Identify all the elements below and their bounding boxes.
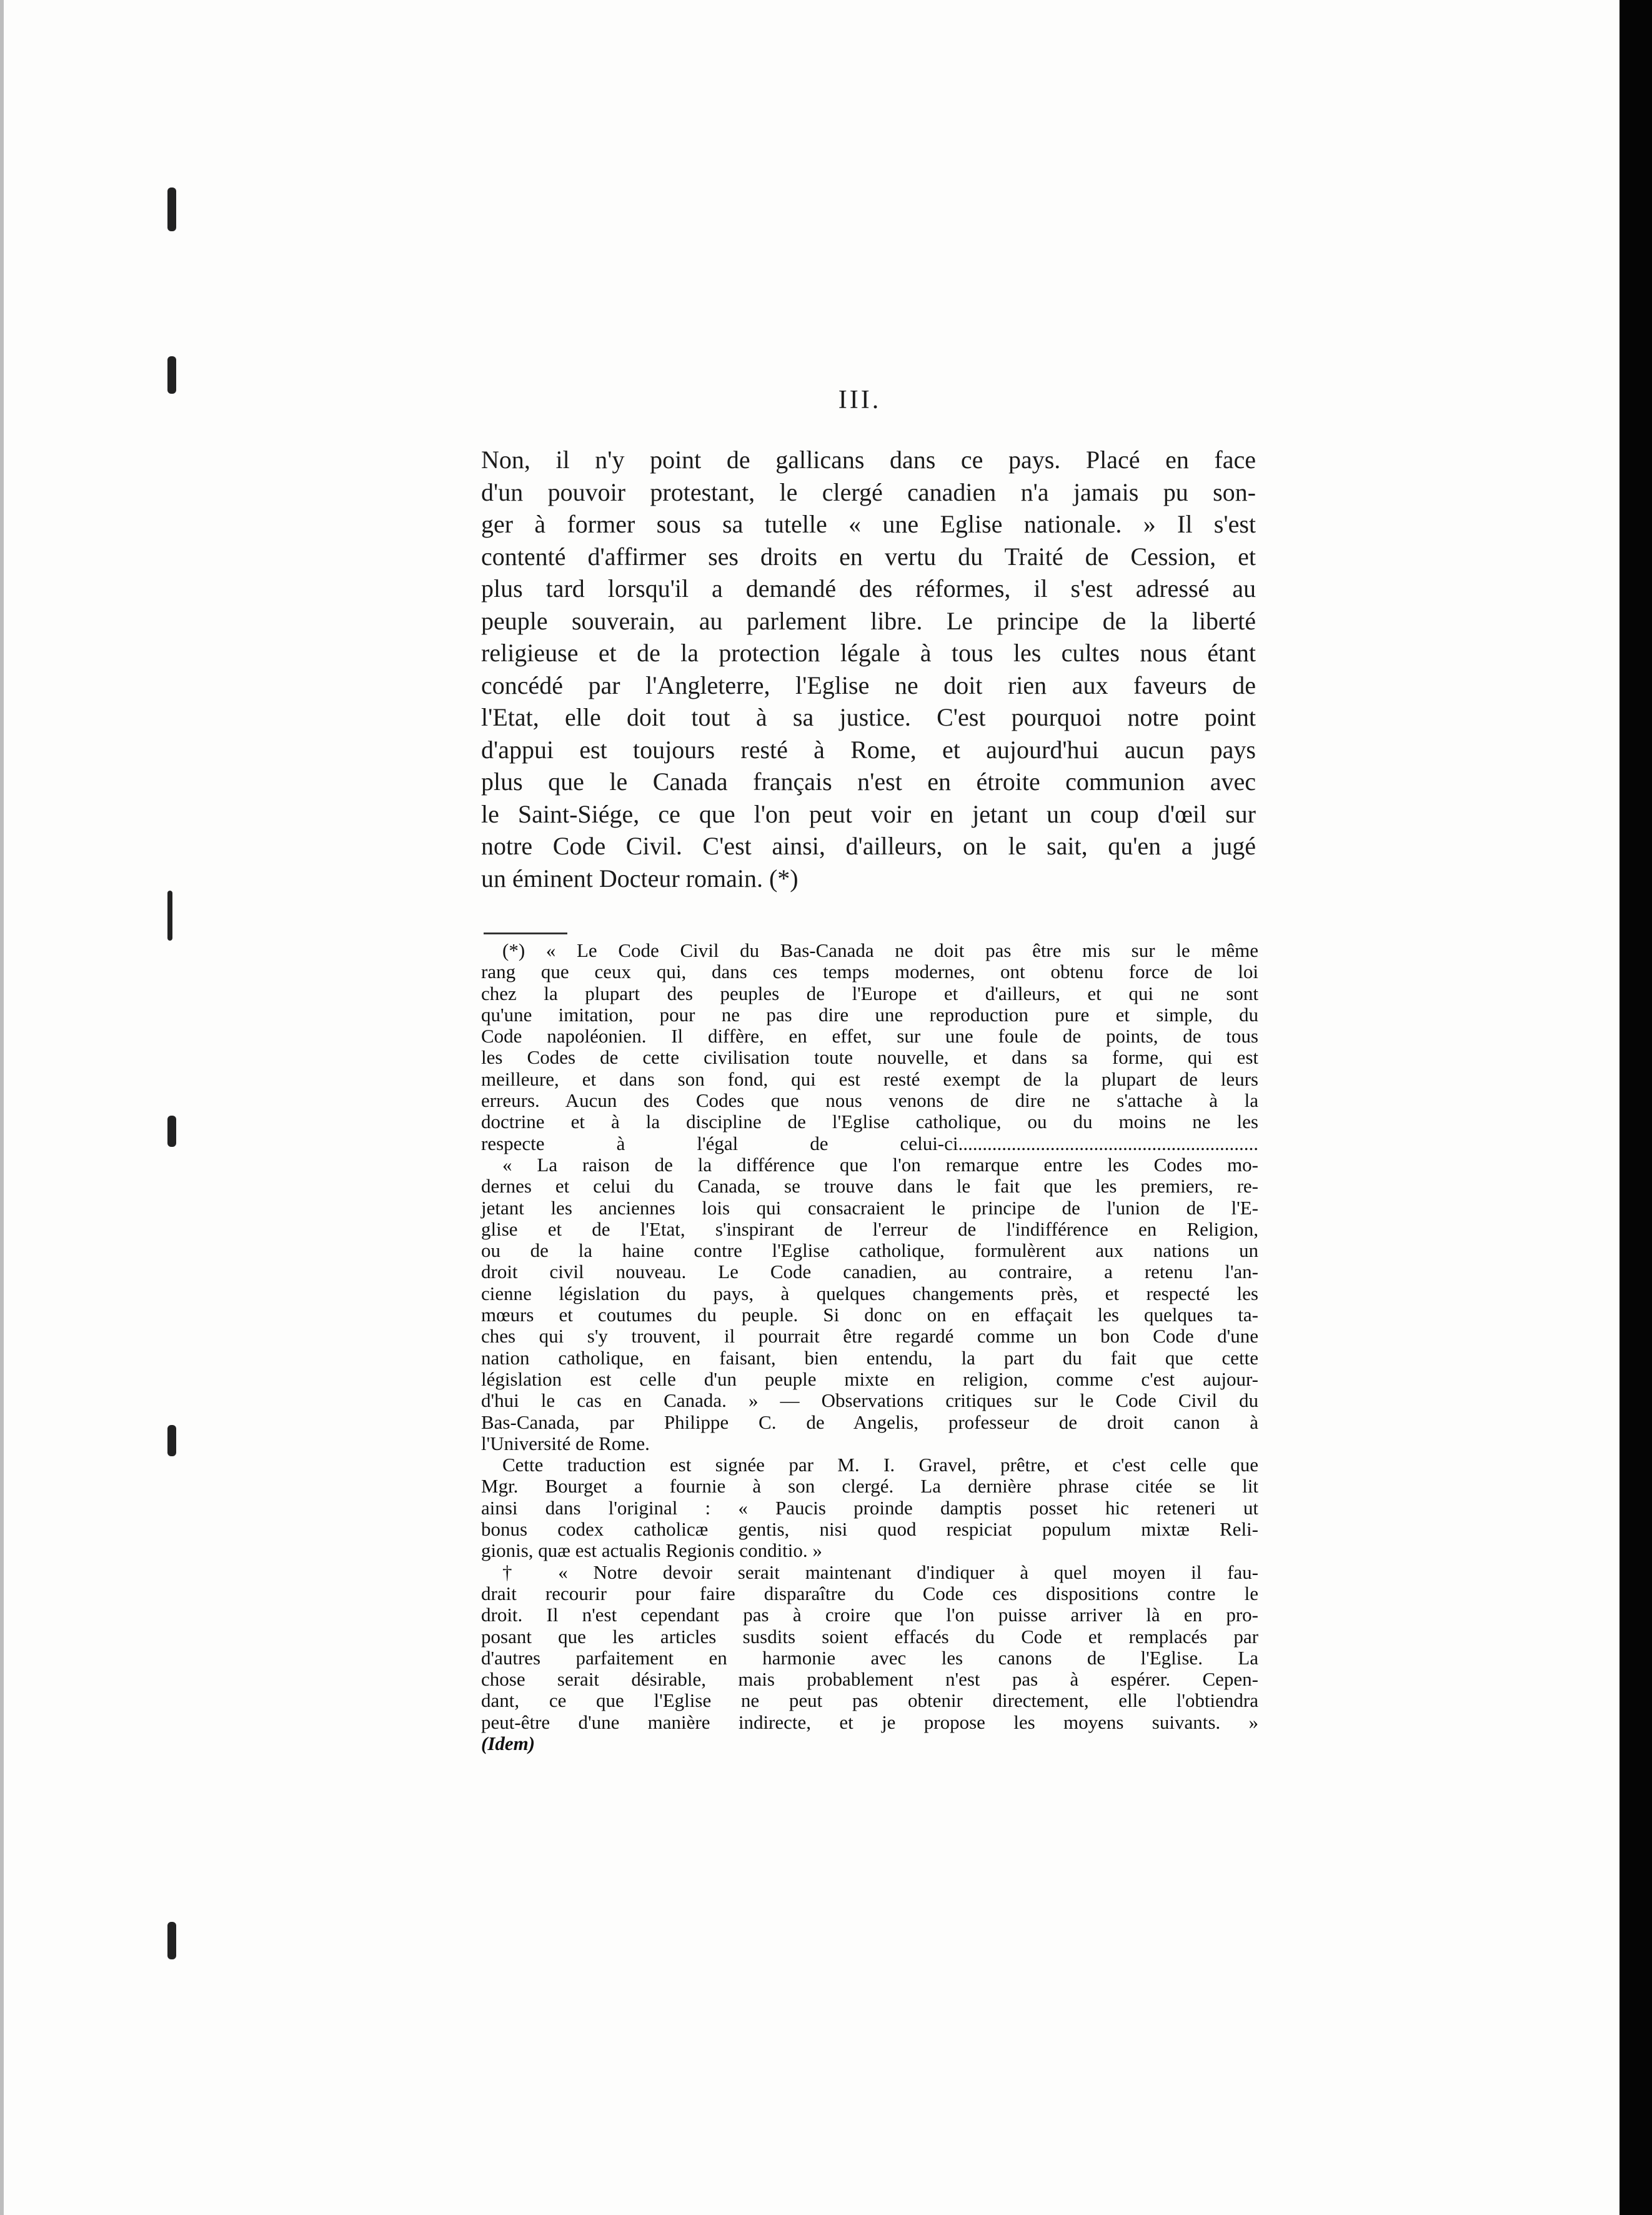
paragraph-line: contenté d'affirmer ses droits en vertu du Traité de Cession, et	[481, 542, 1256, 571]
footnote-line: d'hui le cas en Canada. » — Observations critiques sur le Code Civil du	[481, 1389, 1258, 1412]
footnote-line: bonus codex catholicæ gentis, nisi quod respiciat populum mixtæ Reli-	[481, 1518, 1258, 1541]
footnote-line: (Idem)	[481, 1732, 535, 1754]
footnote-line: meilleure, et dans son fond, qui est resté exempt de la plupart de leurs	[481, 1068, 1258, 1090]
footnote-line: nation catholique, en faisant, bien entendu, la part du fait que cette	[481, 1346, 1258, 1369]
paragraph-line: plus que le Canada français n'est en étroite communion avec	[481, 768, 1256, 796]
margin-mark	[167, 356, 176, 394]
footnote-line: (*) « Le Code Civil du Bas-Canada ne doit pas être mis sur le même	[502, 939, 1258, 961]
footnote-line: dant, ce que l'Eglise ne peut pas obtenir directement, elle l'obtiendra	[481, 1689, 1258, 1712]
paragraph-line: un éminent Docteur romain. (*)	[481, 864, 799, 892]
footnote-line: Mgr. Bourget a fournie à son clergé. La dernière phrase citée se lit	[481, 1475, 1258, 1498]
footnote-line: l'Université de Rome.	[481, 1432, 650, 1454]
paragraph-line: le Saint-Siége, ce que l'on peut voir en jetant un coup d'œil sur	[481, 799, 1256, 828]
footnotes	[481, 939, 1258, 1754]
footnote-line: Bas-Canada, par Philippe C. de Angelis, professeur de droit canon à	[481, 1411, 1258, 1433]
footnote-line: respecte à l'égal de celui-ci..............................................................	[481, 1132, 1258, 1154]
footnote-line: doctrine et à la discipline de l'Eglise catholique, ou du moins ne les	[481, 1111, 1258, 1133]
paragraph-line: l'Etat, elle doit tout à sa justice. C'est pourquoi notre point	[481, 703, 1256, 731]
footnote-line: † « Notre devoir serait maintenant d'indiquer à quel moyen il fau-	[502, 1561, 1258, 1583]
paragraph-line: concédé par l'Angleterre, l'Eglise ne doit rien aux faveurs de	[481, 671, 1256, 699]
scan-left-edge	[0, 0, 4, 2215]
footnote-line: droit. Il n'est cependant pas à croire que l'on puisse arriver là en pro-	[481, 1604, 1258, 1626]
footnote-line: jetant les anciennes lois qui consacraient le principe de l'union de l'E-	[481, 1196, 1258, 1219]
footnote-line: Cette traduction est signée par M. I. Gravel, prêtre, et c'est celle que	[502, 1454, 1258, 1476]
footnote-line: erreurs. Aucun des Codes que nous venons de dire ne s'attache à la	[481, 1089, 1258, 1112]
paragraph-line: ger à former sous sa tutelle « une Eglise nationale. » Il s'est	[481, 510, 1256, 538]
footnote-line: législation est celle d'un peuple mixte en religion, comme c'est aujour-	[481, 1368, 1258, 1390]
margin-mark	[167, 1116, 176, 1147]
paragraph-line: notre Code Civil. C'est ainsi, d'ailleurs, on le sait, qu'en a jugé	[481, 832, 1256, 860]
footnote-line: « La raison de la différence que l'on remarque entre les Codes mo-	[502, 1153, 1258, 1176]
footnote-line: gionis, quæ est actualis Regionis conditio. »	[481, 1539, 822, 1562]
footnote-line: rang que ceux qui, dans ces temps modernes, ont obtenu force de loi	[481, 961, 1258, 983]
page-number: III.	[838, 386, 882, 414]
scan-right-border	[1620, 0, 1652, 2215]
footnote-line: posant que les articles susdits soient effacés du Code et remplacés par	[481, 1625, 1258, 1648]
footnote-line: peut-être d'une manière indirecte, et je propose les moyens suivants. »	[481, 1711, 1258, 1733]
margin-mark	[167, 1425, 176, 1456]
footnote-rule	[484, 932, 567, 934]
paragraph-line: Non, il n'y point de gallicans dans ce pays. Placé en face	[481, 446, 1256, 474]
main-paragraph	[481, 444, 1256, 925]
footnote-line: ou de la haine contre l'Eglise catholique, formulèrent aux nations un	[481, 1239, 1258, 1262]
footnote-line: Code napoléonien. Il diffère, en effet, sur une foule de points, de tous	[481, 1025, 1258, 1048]
margin-mark	[167, 891, 172, 941]
paragraph-line: plus tard lorsqu'il a demandé des réformes, il s'est adressé au	[481, 574, 1256, 602]
footnote-line: d'autres parfaitement en harmonie avec les canons de l'Eglise. La	[481, 1646, 1258, 1669]
footnote-line: ches qui s'y trouvent, il pourrait être regardé comme un bon Code d'une	[481, 1325, 1258, 1348]
footnote-line: les Codes de cette civilisation toute nouvelle, et dans sa forme, qui est	[481, 1046, 1258, 1069]
footnote-line: droit civil nouveau. Le Code canadien, au contraire, a retenu l'an-	[481, 1261, 1258, 1283]
footnote-line: mœurs et coutumes du peuple. Si donc on en effaçait les quelques ta-	[481, 1304, 1258, 1326]
margin-mark	[167, 188, 176, 231]
footnote-line: chez la plupart des peuples de l'Europe et d'ailleurs, et qui ne sont	[481, 982, 1258, 1004]
footnote-line: dernes et celui du Canada, se trouve dans le fait que les premiers, re-	[481, 1175, 1258, 1198]
footnote-line: cienne législation du pays, à quelques changements près, et respecté les	[481, 1282, 1258, 1304]
paragraph-line: d'un pouvoir protestant, le clergé canadien n'a jamais pu son-	[481, 478, 1256, 506]
paragraph-line: religieuse et de la protection légale à tous les cultes nous étant	[481, 639, 1256, 667]
footnote-line: ainsi dans l'original : « Paucis proinde damptis posset hic reteneri ut	[481, 1496, 1258, 1519]
footnote-line: drait recourir pour faire disparaître du Code ces dispositions contre le	[481, 1582, 1258, 1604]
paragraph-line: peuple souverain, au parlement libre. Le principe de la liberté	[481, 606, 1256, 635]
footnote-line: glise et de l'Etat, s'inspirant de l'erreur de l'indifférence en Religion,	[481, 1218, 1258, 1240]
margin-mark	[167, 1922, 176, 1959]
footnote-line: chose serait désirable, mais probablement n'est pas à espérer. Cepen-	[481, 1668, 1258, 1691]
paragraph-line: d'appui est toujours resté à Rome, et aujourd'hui aucun pays	[481, 735, 1256, 764]
footnote-line: qu'une imitation, pour ne pas dire une reproduction pure et simple, du	[481, 1003, 1258, 1026]
